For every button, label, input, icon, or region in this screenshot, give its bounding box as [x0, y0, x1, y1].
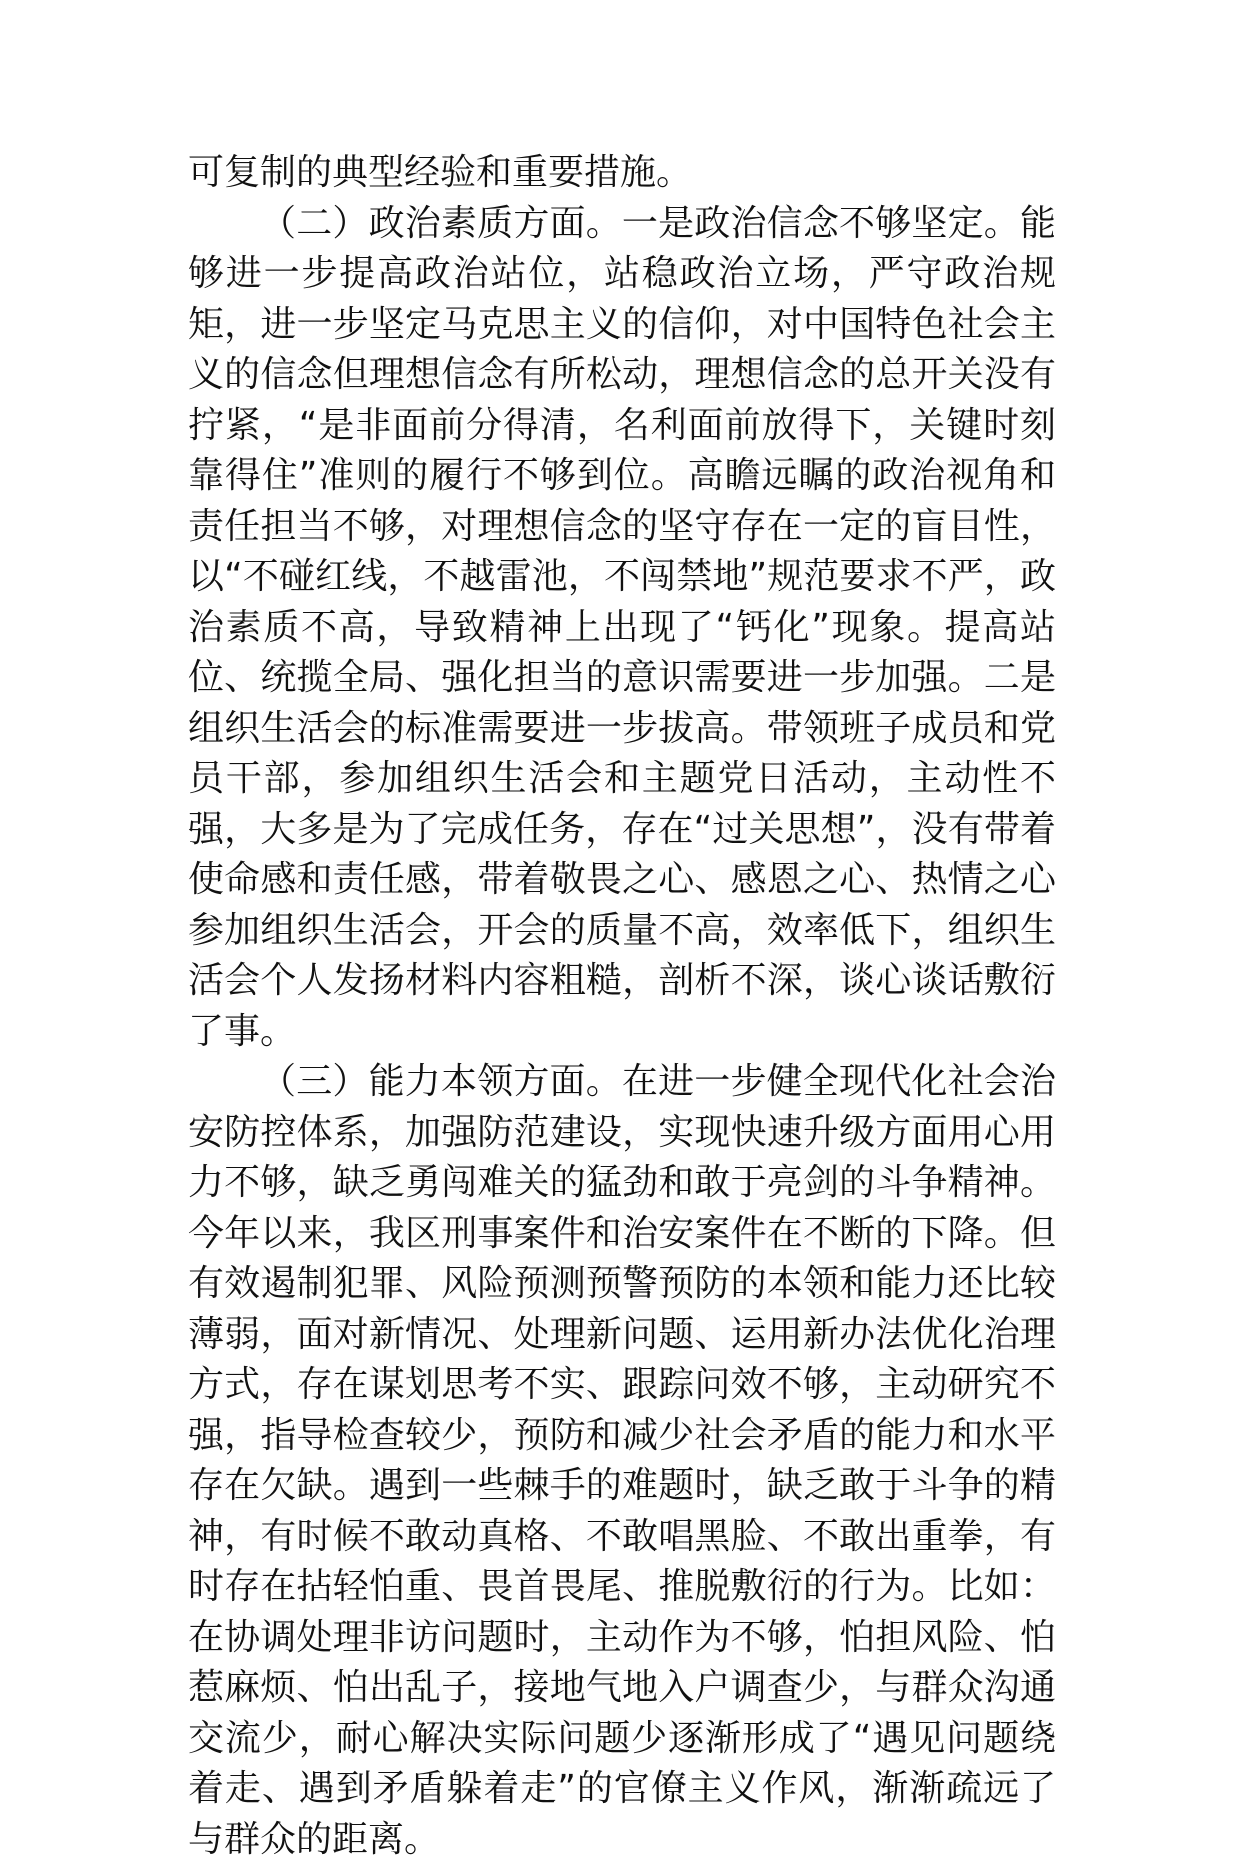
- paragraph-political-quality: （二）政治素质方面。一是政治信念不够坚定。能够进一步提高政治站位，站稳政治立场，严守政治规矩，进一步坚定马克思主义的信仰，对中国特色社会主义的信念但理想信念有所松动，理想信念的总开关没有拧紧，“是非面前分得清，名利面前放得下，关键时刻靠得住”准则的履行不够到位。高瞻远瞩的政治视角和责任担当不够，对理想信念的坚守存在一定的盲目性，以“不碰红线，不越雷池，不闯禁地”规范要求不严，政治素质不高，导致精神上出现了“钙化”现象。提高站位、统揽全局、强化担当的意识需要进一步加强。二是组织生活会的标准需要进一步拔高。带领班子成员和党员干部，参加组织生活会和主题党日活动，主动性不强，大多是为了完成任务，存在“过关思想”，没有带着使命感和责任感，带着敬畏之心、感恩之心、热情之心参加组织生活会，开会的质量不高，效率低下，组织生活会个人发扬材料内容粗糙，剖析不深，谈心谈话敷衍了事。: [188, 202, 1056, 1052]
- document-body: [188, 148, 1056, 1865]
- paragraph-continuation: 可复制的典型经验和重要措施。: [188, 152, 693, 193]
- paragraph-ability-skills: （三）能力本领方面。在进一步健全现代化社会治安防控体系，加强防范建设，实现快速升级方面用心用力不够，缺乏勇闯难关的猛劲和敢于亮剑的斗争精神。今年以来，我区刑事案件和治安案件在不断的下降。但有效遏制犯罪、风险预测预警预防的本领和能力还比较薄弱，面对新情况、处理新问题、运用新办法优化治理方式，存在谋划思考不实、跟踪问效不够，主动研究不强，指导检查较少，预防和减少社会矛盾的能力和水平存在欠缺。遇到一些棘手的难题时，缺乏敢于斗争的精神，有时候不敢动真格、不敢唱黑脸、不敢出重拳，有时存在拈轻怕重、畏首畏尾、推脱敷衍的行为。比如：在协调处理非访问题时，主动作为不够，怕担风险、怕惹麻烦、怕出乱子，接地气地入户调查少，与群众沟通交流少，耐心解决实际问题少逐渐形成了“遇见问题绕着走、遇到矛盾躲着走”的官僚主义作风，渐渐疏远了与群众的距离。: [188, 1061, 1056, 1860]
